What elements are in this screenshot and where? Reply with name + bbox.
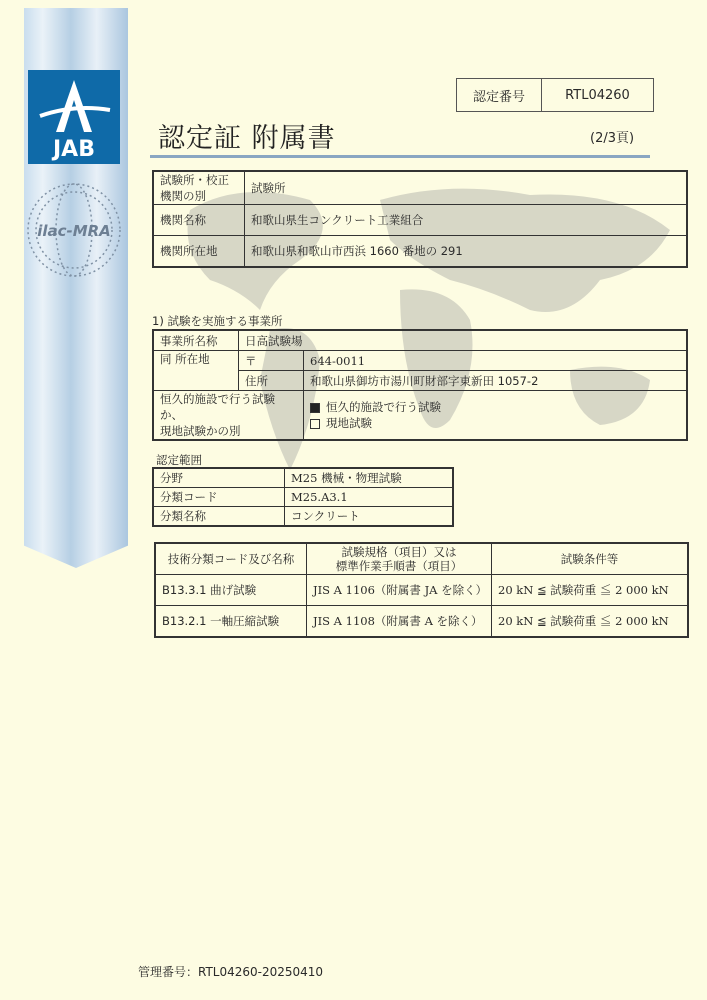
- test-condition: 20 kN ≦ 試験荷重 ≦ 2 000 kN: [492, 606, 689, 638]
- checkbox-checked-icon: [310, 403, 320, 413]
- table-row: [153, 351, 687, 371]
- table-row: [153, 391, 687, 441]
- table-row: [153, 205, 687, 236]
- title-rule: [150, 155, 650, 158]
- table-row: [153, 330, 687, 351]
- certificate-number-box: [456, 78, 654, 112]
- table-row: [153, 171, 687, 205]
- table-row: [153, 468, 453, 488]
- checkbox-empty-icon: [310, 419, 320, 429]
- address-label: 住所: [239, 371, 304, 391]
- site-location-label: 同 所在地: [153, 351, 239, 391]
- test-code: B13.2.1 一軸圧縮試験: [155, 606, 307, 638]
- test-code: B13.3.1 曲げ試験: [155, 575, 307, 606]
- site-table: [152, 329, 688, 441]
- scope-table: [152, 467, 454, 527]
- site-type-label: [153, 391, 304, 441]
- header-standard: [307, 543, 492, 575]
- scope-heading: 認定範囲: [156, 453, 202, 467]
- test-standard: JIS A 1108（附属書 A を除く）: [307, 606, 492, 638]
- test-condition: 20 kN ≦ 試験荷重 ≦ 2 000 kN: [492, 575, 689, 606]
- table-row: [153, 488, 453, 507]
- lab-info-table: [152, 170, 688, 268]
- header-condition: 試験条件等: [492, 543, 689, 575]
- scope-name-value: コンクリート: [285, 507, 454, 527]
- scope-code-value: M25.A3.1: [285, 488, 454, 507]
- management-number: 管理番号：RTL04260-20250410: [138, 965, 324, 979]
- site-name-label: 事業所名称: [153, 330, 239, 351]
- scope-field-value: M25 機械・物理試験: [285, 468, 454, 488]
- site-section-heading: 1) 試験を実施する事業所: [152, 314, 283, 328]
- tests-table: [154, 542, 689, 638]
- jab-logo: [28, 70, 120, 164]
- postal-mark: 〒: [239, 351, 304, 371]
- ilac-mra-logo-text: ilac-MRA: [37, 222, 111, 240]
- table-row: [153, 507, 453, 527]
- site-type-option-2: 現地試験: [326, 416, 372, 430]
- table-row: [155, 606, 688, 638]
- scope-field-label: 分野: [153, 468, 285, 488]
- address-value: 和歌山県御坊市湯川町財部字東新田 1057-2: [304, 371, 688, 391]
- test-standard: JIS A 1106（附属書 JA を除く）: [307, 575, 492, 606]
- table-header-row: [155, 543, 688, 575]
- site-type-label-line2: 現地試験かの別: [160, 424, 241, 438]
- cert-number-value: RTL04260: [565, 87, 630, 103]
- lab-type-value: 試験所: [245, 171, 688, 205]
- header-standard-line1: 試験規格（項目）又は: [341, 545, 457, 559]
- page-number: (2/3頁): [590, 131, 635, 146]
- table-row: [155, 575, 688, 606]
- lab-address-value: 和歌山県和歌山市西浜 1660 番地の 291: [245, 236, 688, 268]
- header-standard-line2: 標準作業手順書（項目）: [335, 559, 463, 573]
- lab-type-label: 試験所・校正機関の別: [153, 171, 245, 205]
- svg-text:JAB: JAB: [53, 137, 95, 162]
- site-type-label-line1: 恒久的施設で行う試験か、: [160, 392, 275, 422]
- site-type-options: [304, 391, 688, 441]
- cert-number-label: 認定番号: [457, 79, 542, 111]
- lab-name-value: 和歌山県生コンクリート工業組合: [245, 205, 688, 236]
- site-type-option-1: 恒久的施設で行う試験: [326, 400, 441, 414]
- scope-name-label: 分類名称: [153, 507, 285, 527]
- table-row: [153, 236, 687, 268]
- site-name-value: 日高試験場: [239, 330, 688, 351]
- postal-code-value: 644-0011: [304, 351, 688, 371]
- scope-code-label: 分類コード: [153, 488, 285, 507]
- header-code: 技術分類コード及び名称: [155, 543, 307, 575]
- page-title: 認定証 附属書: [158, 123, 336, 154]
- lab-name-label: 機関名称: [153, 205, 245, 236]
- lab-address-label: 機関所在地: [153, 236, 245, 268]
